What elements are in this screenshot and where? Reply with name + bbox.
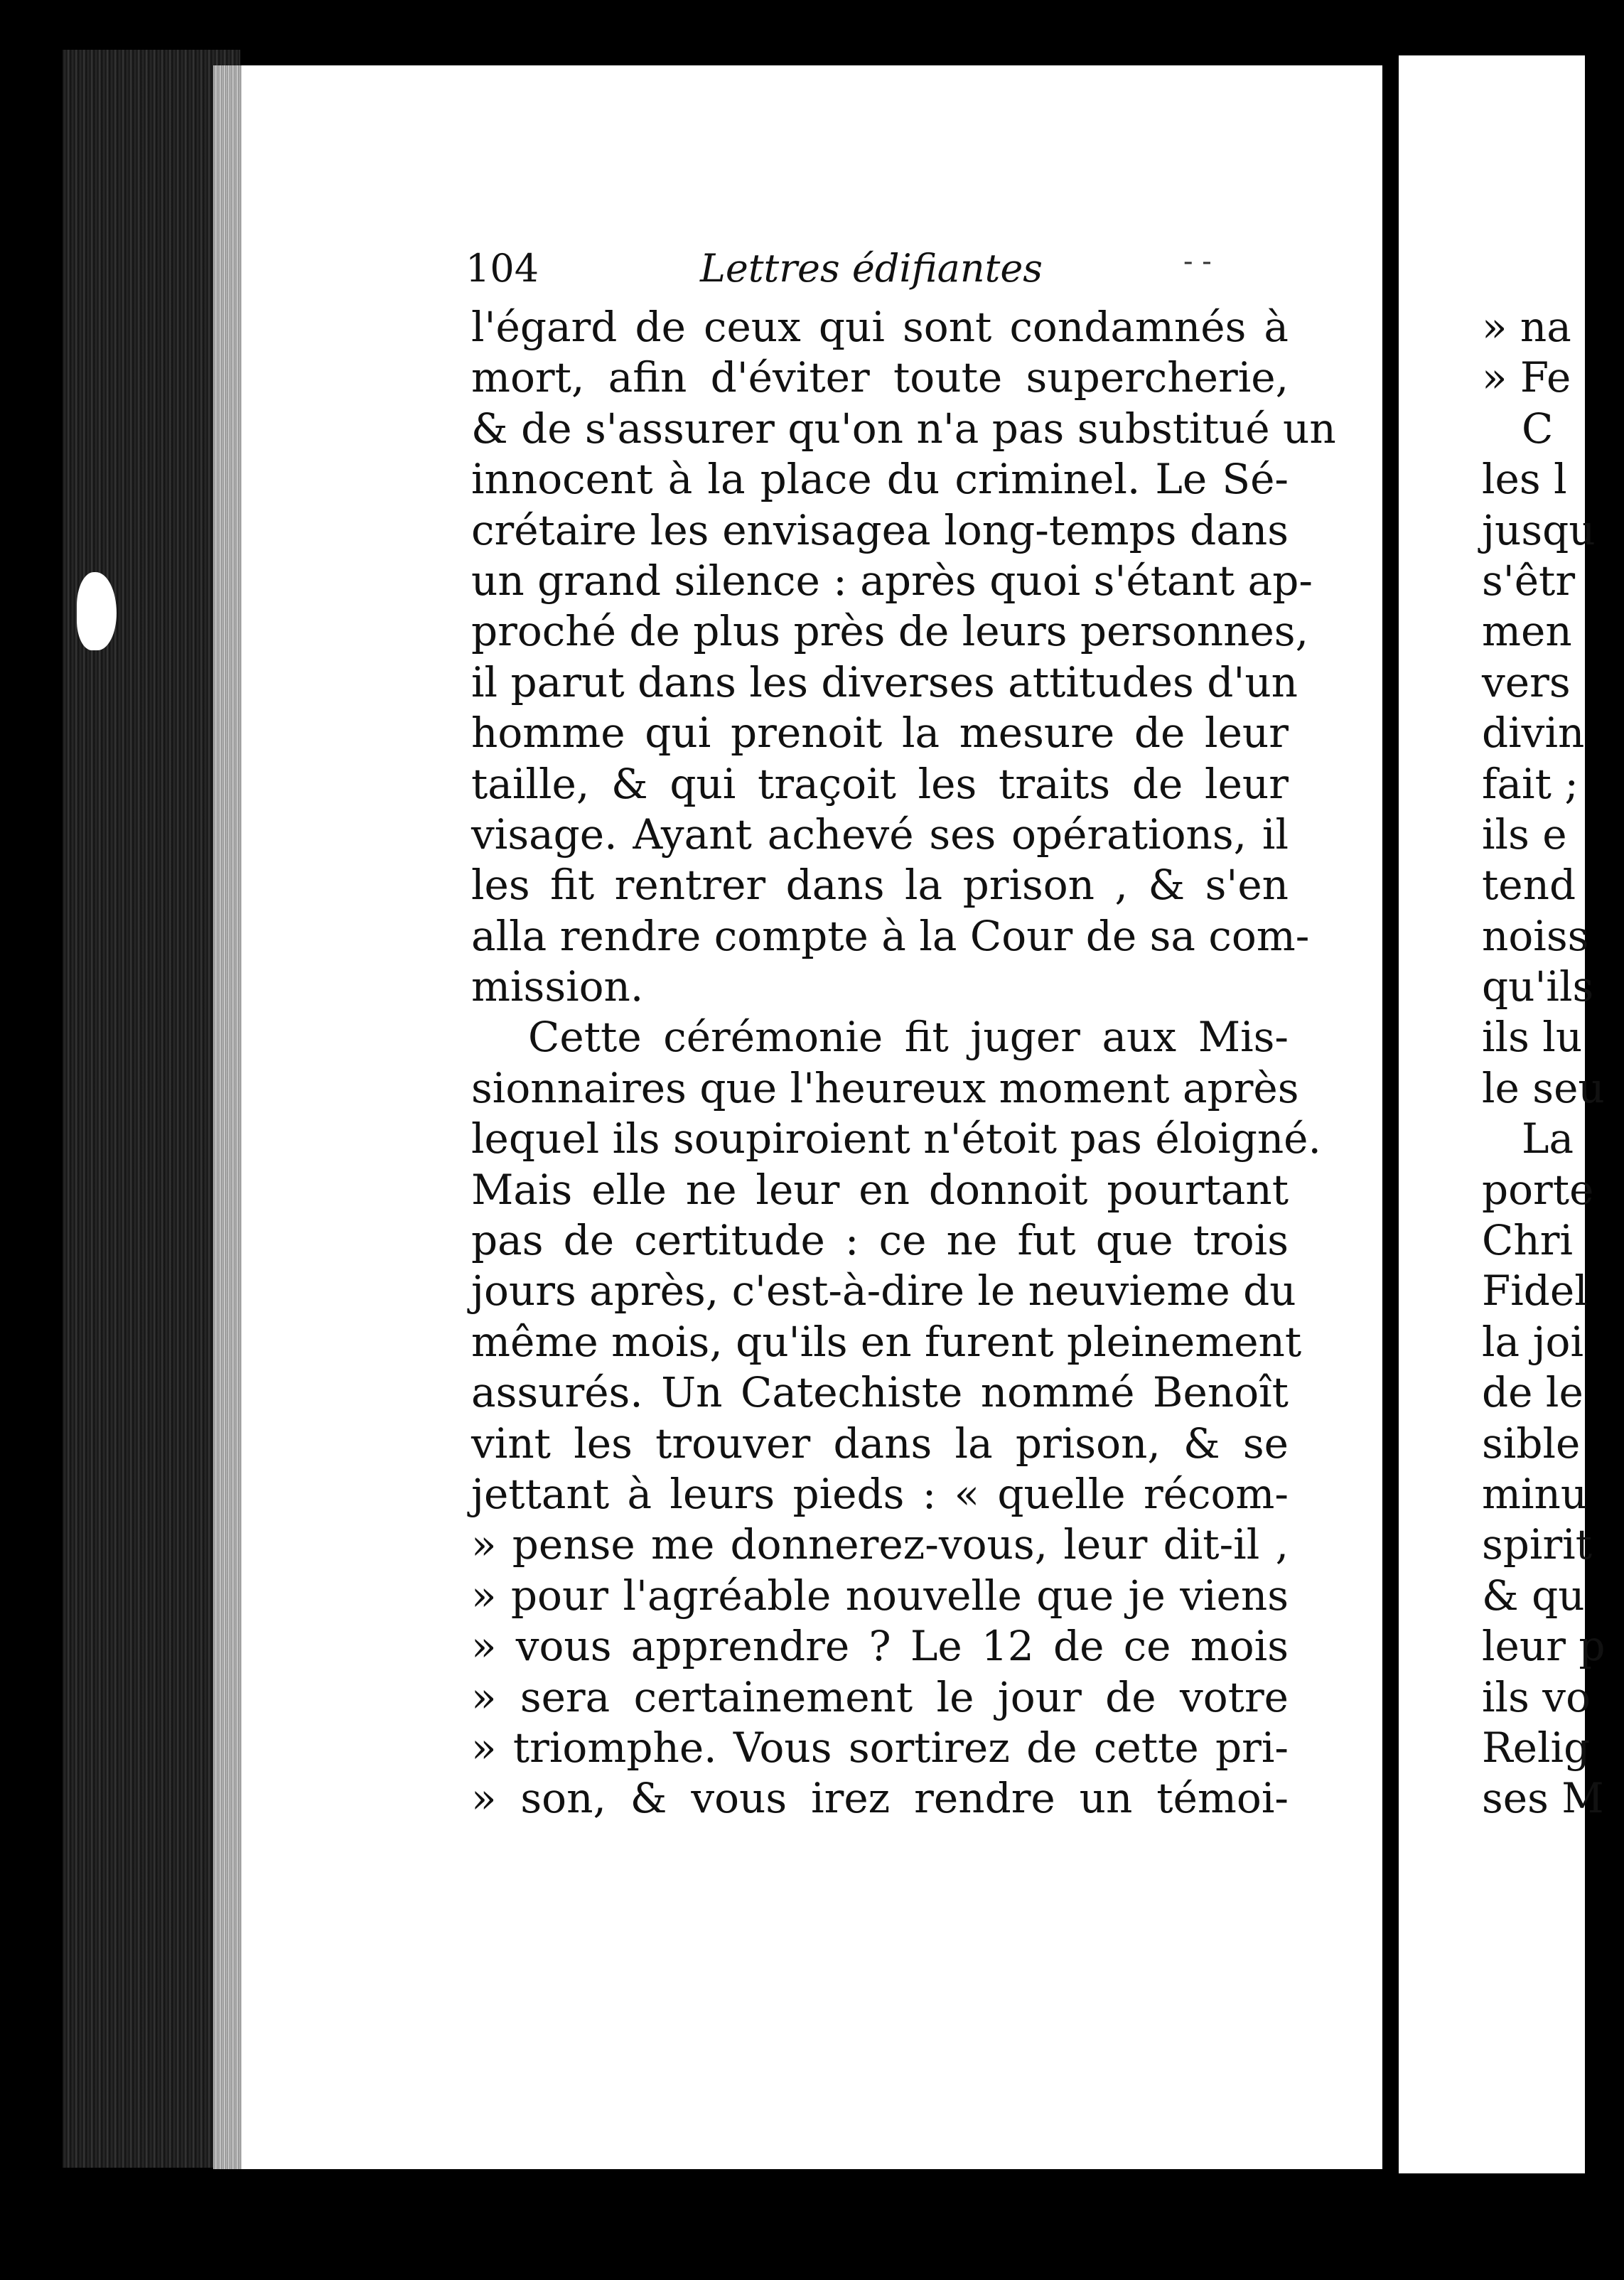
- text-line: l'égard de ceux qui sont condamnés à: [471, 303, 1289, 351]
- page-number: 104: [466, 246, 539, 291]
- text-line: vers: [1482, 657, 1571, 706]
- text-line: leur p: [1482, 1622, 1606, 1671]
- text-line: » vous apprendre ? Le 12 de ce mois: [471, 1622, 1289, 1671]
- page-stack-edge: [213, 65, 242, 2169]
- left-page-body: [471, 302, 1336, 1824]
- text-line: spirit: [1482, 1520, 1593, 1569]
- paper-tear: [77, 572, 117, 650]
- header-mark: - -: [1183, 245, 1212, 278]
- text-line: ils e: [1482, 810, 1567, 859]
- text-line: porte: [1482, 1165, 1594, 1214]
- text-line: sionnaires que l'heureux moment après: [471, 1063, 1299, 1112]
- text-line: assurés. Un Catechiste nommé Benoît: [471, 1368, 1289, 1417]
- text-line: de le: [1482, 1368, 1583, 1417]
- text-line: Fidel: [1482, 1267, 1588, 1316]
- text-line: divin: [1482, 709, 1585, 758]
- text-line: ils vo: [1482, 1672, 1591, 1721]
- text-line: lequel ils soupiroient n'étoit pas éloigné.: [471, 1114, 1321, 1163]
- text-line: » sera certainement le jour de votre: [471, 1672, 1289, 1721]
- text-line: tend: [1482, 861, 1576, 910]
- text-line: le seu: [1482, 1063, 1605, 1112]
- text-line: un grand silence : après quoi s'étant ap-: [471, 556, 1313, 605]
- text-line: il parut dans les diverses attitudes d'un: [471, 657, 1298, 706]
- text-line: » son, & vous irez rendre un témoi-: [471, 1774, 1289, 1823]
- text-line: noiss: [1482, 911, 1589, 960]
- text-line: Mais elle ne leur en donnoit pourtant: [471, 1165, 1289, 1214]
- text-line: men: [1482, 607, 1572, 656]
- text-line: taille, & qui traçoit les traits de leur: [471, 759, 1289, 808]
- text-line: » na: [1482, 303, 1571, 351]
- text-line: s'êtr: [1482, 556, 1576, 605]
- text-line: alla rendre compte à la Cour de sa com-: [471, 911, 1310, 960]
- text-line: & de s'assurer qu'on n'a pas substitué un: [471, 404, 1336, 453]
- text-line: vint les trouver dans la prison, & se: [471, 1419, 1289, 1468]
- text-line-indented: C: [1522, 404, 1554, 453]
- text-line: proché de plus près de leurs personnes,: [471, 607, 1309, 656]
- text-line: » pense me donnerez-vous, leur dit-il ,: [471, 1520, 1289, 1569]
- text-line: fait ;: [1482, 759, 1579, 808]
- text-line: » pour l'agréable nouvelle que je viens: [471, 1571, 1289, 1620]
- text-line: minu: [1482, 1469, 1588, 1518]
- text-line: jours après, c'est-à-dire le neuvieme du: [471, 1267, 1296, 1316]
- text-line: Chri: [1482, 1216, 1574, 1265]
- text-line: homme qui prenoit la mesure de leur: [471, 709, 1289, 758]
- text-line: jusqu: [1482, 505, 1596, 554]
- right-page-body: [1482, 302, 1624, 1824]
- text-line: pas de certitude : ce ne fut que trois: [471, 1216, 1289, 1265]
- text-line: qu'ils: [1482, 962, 1594, 1011]
- text-line: les fit rentrer dans la prison , & s'en: [471, 861, 1289, 910]
- text-line: Relig: [1482, 1723, 1591, 1772]
- running-header: [466, 240, 1219, 297]
- text-line: visage. Ayant achevé ses opérations, il: [471, 810, 1289, 859]
- text-line: mort, afin d'éviter toute supercherie,: [471, 353, 1289, 402]
- text-line: jettant à leurs pieds : « quelle récom-: [471, 1469, 1289, 1518]
- text-line: crétaire les envisagea long-temps dans: [471, 505, 1289, 554]
- text-line-indented: Cette cérémonie fit juger aux Mis-: [528, 1013, 1289, 1062]
- text-line: innocent à la place du criminel. Le Sé-: [471, 455, 1289, 504]
- text-line: les l: [1482, 455, 1567, 504]
- text-line: & qu: [1482, 1571, 1585, 1620]
- text-line-indented: La: [1522, 1114, 1574, 1163]
- text-line: la joi: [1482, 1317, 1584, 1366]
- text-line: même mois, qu'ils en furent pleinement: [471, 1317, 1302, 1366]
- text-line: » Fe: [1482, 353, 1571, 402]
- text-line: mission.: [471, 962, 644, 1011]
- text-line: ses M: [1482, 1774, 1604, 1823]
- text-line: » triomphe. Vous sortirez de cette pri-: [471, 1723, 1289, 1772]
- text-line: sible: [1482, 1419, 1581, 1468]
- text-line: ils lu: [1482, 1013, 1583, 1062]
- running-title: Lettres édifiantes: [700, 246, 1043, 291]
